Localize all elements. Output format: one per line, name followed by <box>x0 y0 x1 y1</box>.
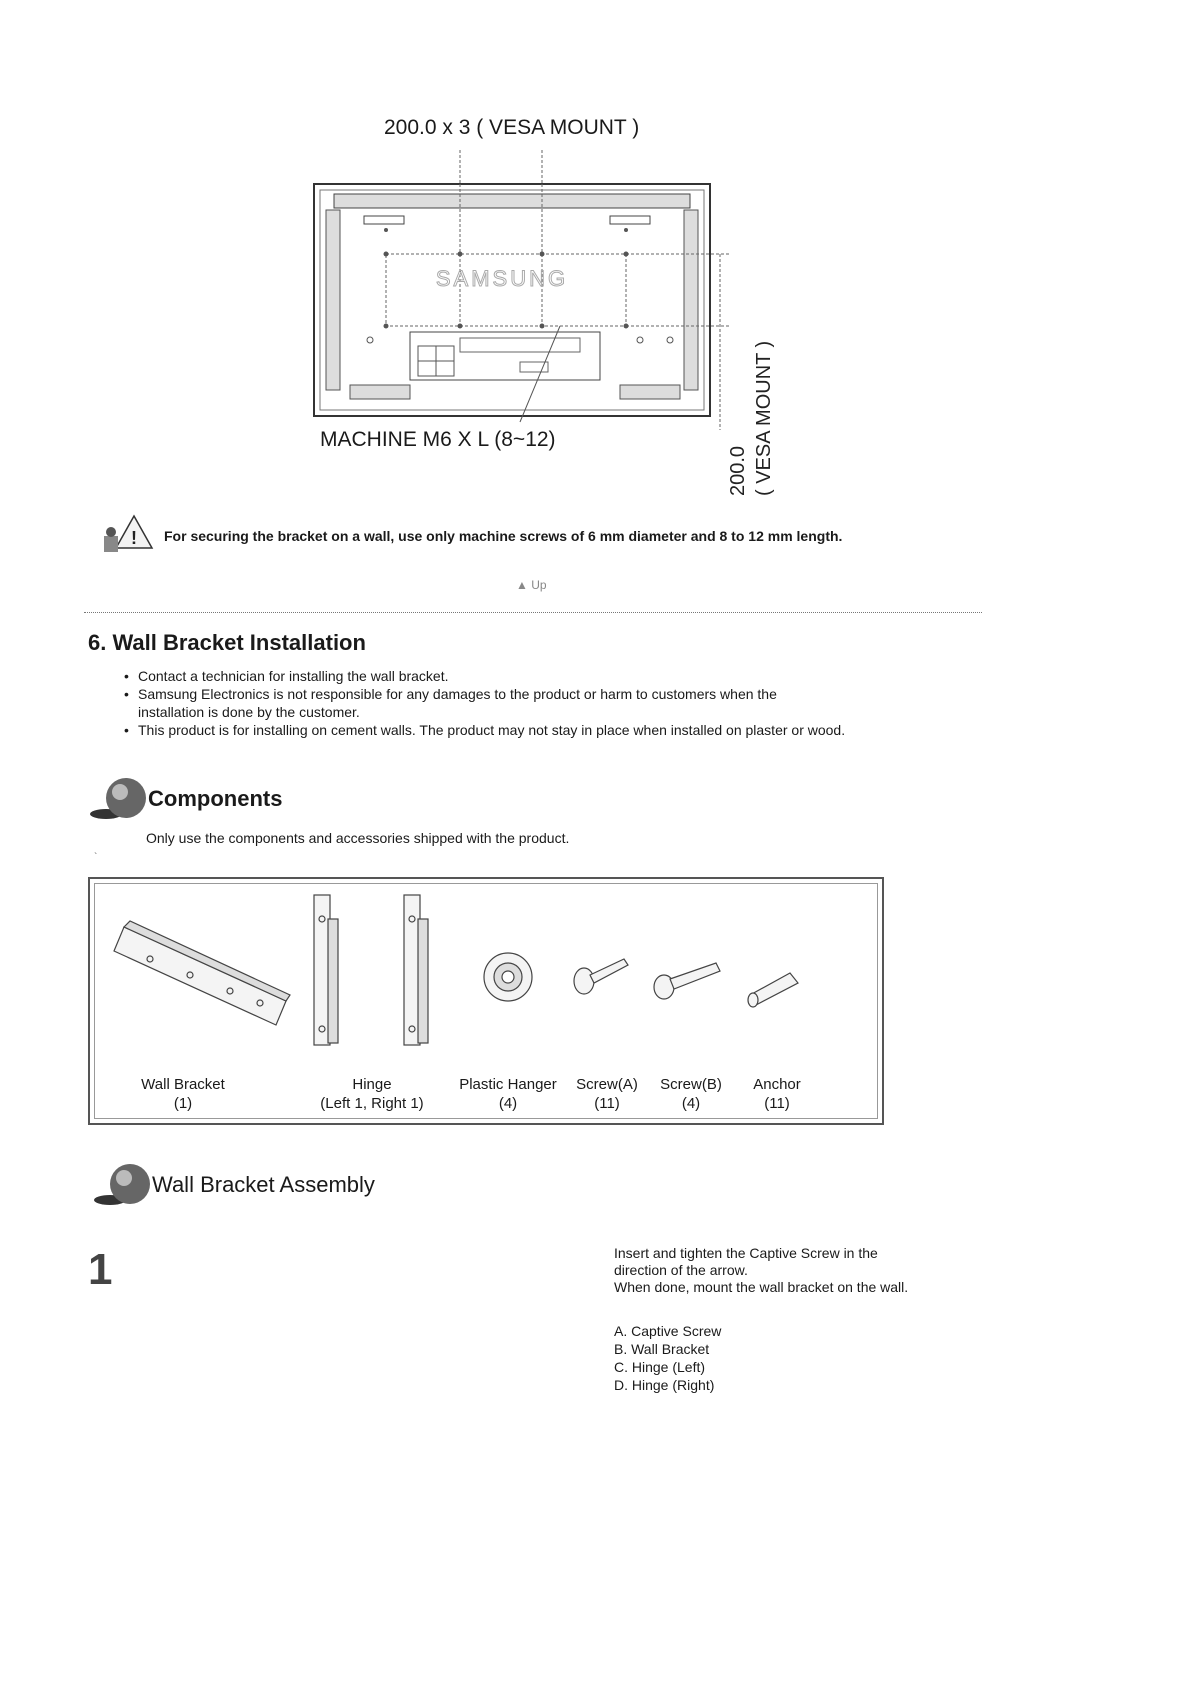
part-plastic-hanger: Plastic Hanger (4) <box>459 1076 557 1112</box>
brand-watermark: SAMSUNG <box>435 266 569 291</box>
bullet-item: • Contact a technician for installing the wall bracket. <box>124 667 1004 685</box>
anchor-image <box>748 973 798 1007</box>
assembly-title: Wall Bracket Assembly <box>152 1172 375 1197</box>
screw-b-image <box>654 963 720 999</box>
list-item: D. Hinge (Right) <box>614 1377 715 1393</box>
globe-section-icon <box>88 776 148 822</box>
step-instructions: Insert and tighten the Captive Screw in the direction of the arrow. When done, mount the wall bracket on the wall. <box>614 1245 909 1295</box>
components-title: Components <box>148 786 283 811</box>
part-screw-a: Screw(A) (11) <box>576 1076 638 1112</box>
list-item: B. Wall Bracket <box>614 1341 710 1357</box>
bullet-item-continuation: installation is done by the customer. <box>138 704 360 720</box>
bullet-list <box>124 667 1004 739</box>
part-screw-b: Screw(B) (4) <box>660 1076 722 1112</box>
bullet-item: • Samsung Electronics is not responsible for any damages to the product or harm to customers when the <box>124 685 1004 703</box>
vesa-side-label <box>722 330 782 500</box>
warning-row <box>100 514 1000 554</box>
caution-icon <box>100 514 160 554</box>
divider <box>84 612 982 613</box>
warning-text: For securing the bracket on a wall, use only machine screws of 6 mm diameter and 8 to 12 mm length. <box>164 528 843 544</box>
components-box <box>88 877 884 1125</box>
svg-text:( VESA MOUNT ): ( VESA MOUNT ) <box>753 340 775 496</box>
step-number: 1 <box>88 1245 113 1294</box>
svg-text:200.0: 200.0 <box>727 445 749 496</box>
machine-screw-label: MACHINE M6 X L (8~12) <box>320 428 556 451</box>
part-wall-bracket: Wall Bracket (1) <box>141 1076 225 1112</box>
vesa-top-label: 200.0 x 3 ( VESA MOUNT ) <box>384 116 640 139</box>
section-title: 6. Wall Bracket Installation <box>88 630 366 655</box>
tv-back-diagram <box>290 150 730 430</box>
hinge-left-image <box>314 895 338 1045</box>
svg-text:!: ! <box>131 528 137 548</box>
up-link-label[interactable]: Up <box>531 578 547 592</box>
tick-mark: ` <box>94 852 98 863</box>
globe-section-icon <box>92 1162 152 1208</box>
plastic-hanger-image <box>484 953 532 1001</box>
part-anchor: Anchor (11) <box>753 1076 801 1112</box>
part-hinge: Hinge (Left 1, Right 1) <box>320 1076 424 1112</box>
screw-a-image <box>574 959 628 994</box>
list-item: A. Captive Screw <box>614 1323 722 1339</box>
up-link[interactable]: ▲ Up <box>516 578 547 592</box>
wall-bracket-image <box>114 921 290 1025</box>
hinge-right-image <box>404 895 428 1045</box>
components-note: Only use the components and accessories shipped with the product. <box>146 830 570 846</box>
step-part-list <box>614 1322 721 1394</box>
bullet-item: • This product is for installing on cement walls. The product may not stay in place when installed on plaster or wood. <box>124 721 1004 739</box>
list-item: C. Hinge (Left) <box>614 1359 706 1375</box>
